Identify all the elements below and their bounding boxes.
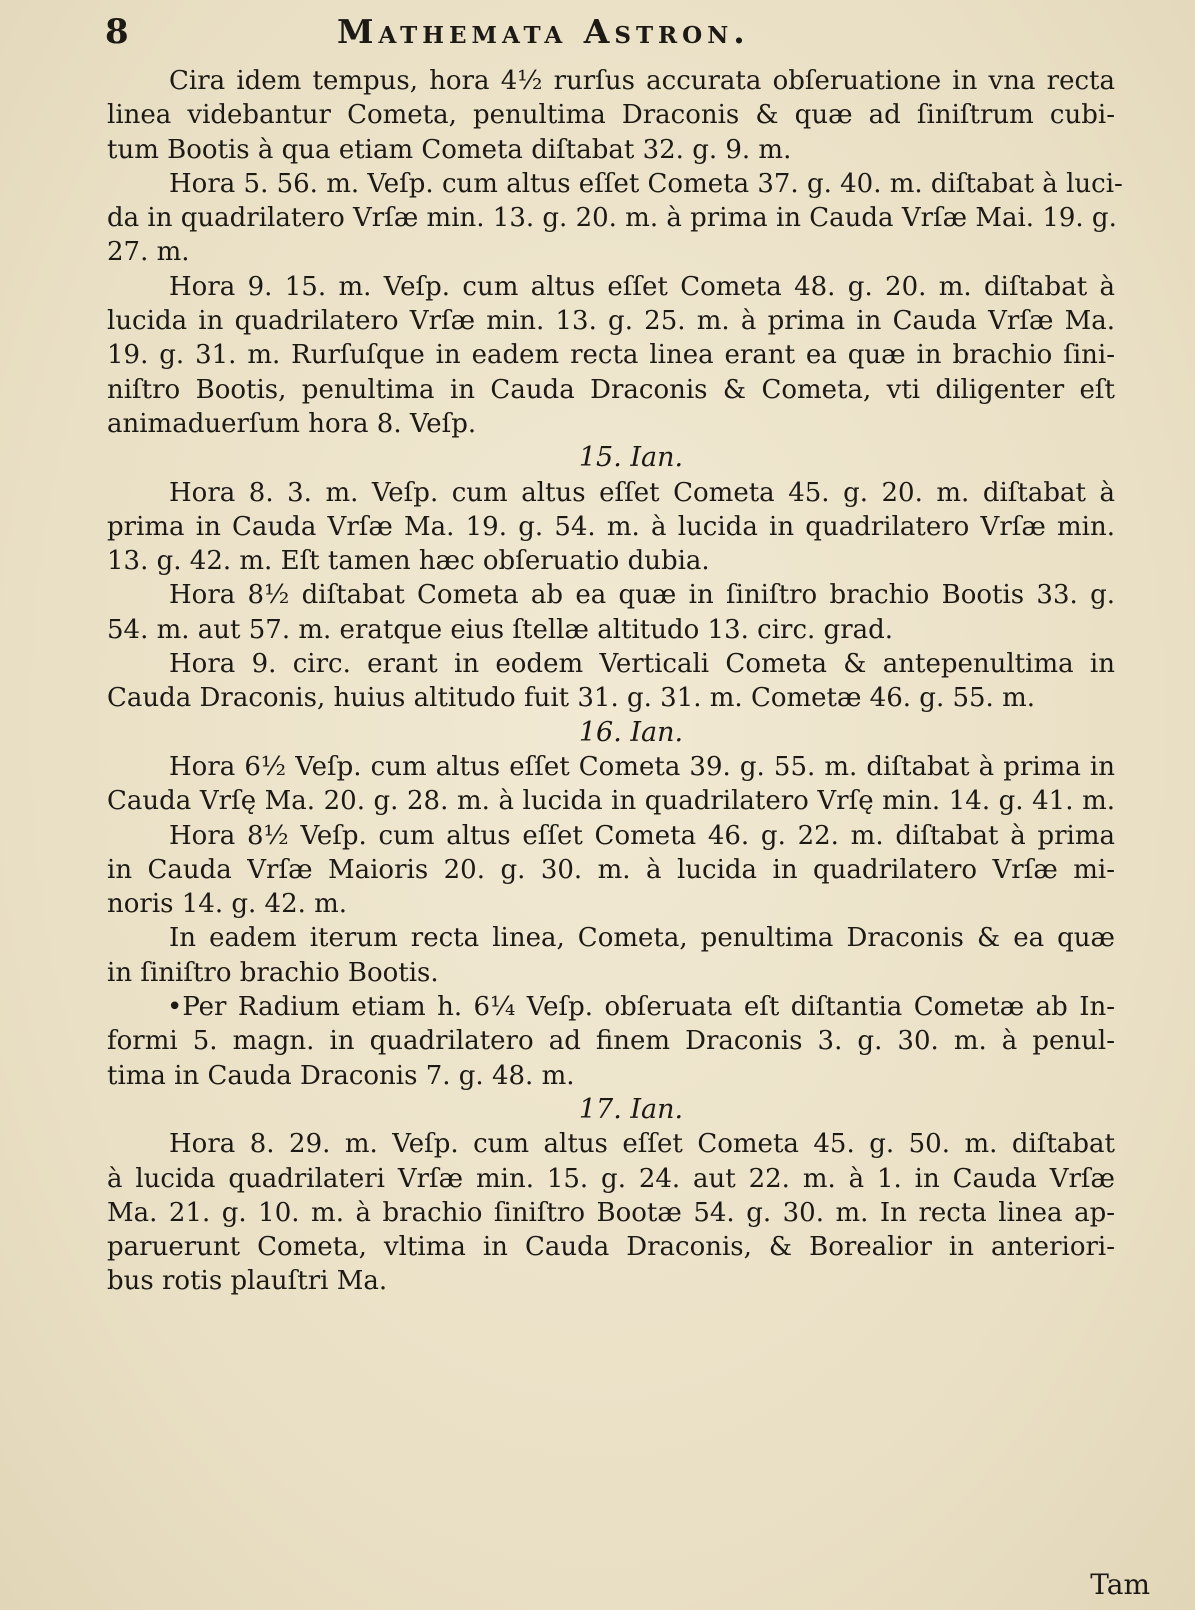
text-line: Hora 9. 15. m. Veſp. cum altus eſſet Cometa 48. g. 20. m. diſtabat à bbox=[169, 271, 1115, 302]
text-line: paruerunt Cometa, vltima in Cauda Draconis, & Borealior in anteriori- bbox=[107, 1232, 1115, 1263]
text-line: 54. m. aut 57. m. eratque eius ſtellæ altitudo 13. circ. grad. bbox=[107, 614, 894, 645]
text-line: Cauda Draconis, huius altitudo fuit 31. g. 31. m. Cometæ 46. g. 55. m. bbox=[107, 683, 1036, 714]
text-line: •Per Radium etiam h. 6¼ Veſp. obſeruata eſt diſtantia Cometæ ab In- bbox=[167, 992, 1115, 1023]
text-line: Hora 8½ diſtabat Cometa ab ea quæ in ſiniſtro brachio Bootis 33. g. bbox=[169, 580, 1115, 611]
text-line: Hora 8. 3. m. Veſp. cum altus eſſet Cometa 45. g. 20. m. diſtabat à bbox=[169, 477, 1115, 508]
text-line: 27. m. bbox=[107, 237, 190, 268]
text-line: formi 5. magn. in quadrilatero ad finem Draconis 3. g. 30. m. à penul- bbox=[107, 1026, 1115, 1057]
text-line: In eadem iterum recta linea, Cometa, penultima Draconis & ea quæ bbox=[169, 923, 1115, 954]
text-line: Hora 8½ Veſp. cum altus eſſet Cometa 46. g. 22. m. diſtabat à prima bbox=[169, 820, 1115, 851]
text-line: da in quadrilatero Vrſæ min. 13. g. 20. m. à prima in Cauda Vrſæ Mai. 19. g. bbox=[107, 203, 1117, 234]
text-block bbox=[107, 64, 1123, 1299]
text-line: Ma. 21. g. 10. m. à brachio ſiniſtro Bootæ 54. g. 30. m. In recta linea ap- bbox=[107, 1197, 1115, 1228]
page-header bbox=[105, 8, 1155, 56]
date-heading: 15. Ian. bbox=[578, 442, 684, 474]
text-line: Hora 5. 56. m. Veſp. cum altus eſſet Cometa 37. g. 40. m. diſtabat à luci- bbox=[169, 168, 1123, 199]
text-line: niſtro Bootis, penultima in Cauda Draconis & Cometa, vti diligenter eſt bbox=[107, 374, 1115, 405]
text-line: in ſiniſtro brachio Bootis. bbox=[107, 957, 439, 988]
running-head: Mathemata Astron. bbox=[337, 12, 750, 51]
text-line: lucida in quadrilatero Vrſæ min. 13. g. 25. m. à prima in Cauda Vrſæ Ma. bbox=[107, 306, 1115, 337]
date-heading: 16. Ian. bbox=[578, 716, 684, 748]
text-line: tima in Cauda Draconis 7. g. 48. m. bbox=[107, 1060, 575, 1091]
page-number: 8 bbox=[105, 12, 129, 52]
catchword: Tam bbox=[1090, 1568, 1150, 1601]
text-line: tum Bootis à qua etiam Cometa diſtabat 32. g. 9. m. bbox=[107, 134, 792, 165]
text-line: animaduerſum hora 8. Veſp. bbox=[107, 408, 477, 439]
text-line: à lucida quadrilateri Vrſæ min. 15. g. 24. aut 22. m. à 1. in Cauda Vrſæ bbox=[107, 1163, 1115, 1194]
text-line: bus rotis plauſtri Ma. bbox=[107, 1266, 388, 1297]
text-line: noris 14. g. 42. m. bbox=[107, 889, 348, 920]
date-heading: 17. Ian. bbox=[578, 1093, 684, 1125]
text-line: Hora 8. 29. m. Veſp. cum altus eſſet Cometa 45. g. 50. m. diſtabat bbox=[169, 1129, 1115, 1160]
text-line: 13. g. 42. m. Eſt tamen hæc obſeruatio dubia. bbox=[107, 546, 710, 577]
text-line: Cira idem tempus, hora 4½ rurſus accurata obſeruatione in vna recta bbox=[169, 66, 1115, 96]
text-line: Hora 9. circ. erant in eodem Verticali Cometa & antepenultima in bbox=[169, 649, 1115, 680]
text-line: in Cauda Vrſæ Maioris 20. g. 30. m. à lucida in quadrilatero Vrſæ mi- bbox=[107, 854, 1115, 885]
text-line: Cauda Vrſę Ma. 20. g. 28. m. à lucida in quadrilatero Vrſę min. 14. g. 41. m. bbox=[107, 786, 1115, 817]
text-line: prima in Cauda Vrſæ Ma. 19. g. 54. m. à lucida in quadrilatero Vrſæ min. bbox=[107, 511, 1115, 542]
text-line: Hora 6½ Veſp. cum altus eſſet Cometa 39. g. 55. m. diſtabat à prima in bbox=[169, 751, 1115, 782]
text-line: linea videbantur Cometa, penultima Draconis & quæ ad ſiniſtrum cubi- bbox=[107, 100, 1115, 131]
text-line: 19. g. 31. m. Rurſuſque in eadem recta linea erant ea quæ in brachio ſini- bbox=[107, 340, 1115, 371]
